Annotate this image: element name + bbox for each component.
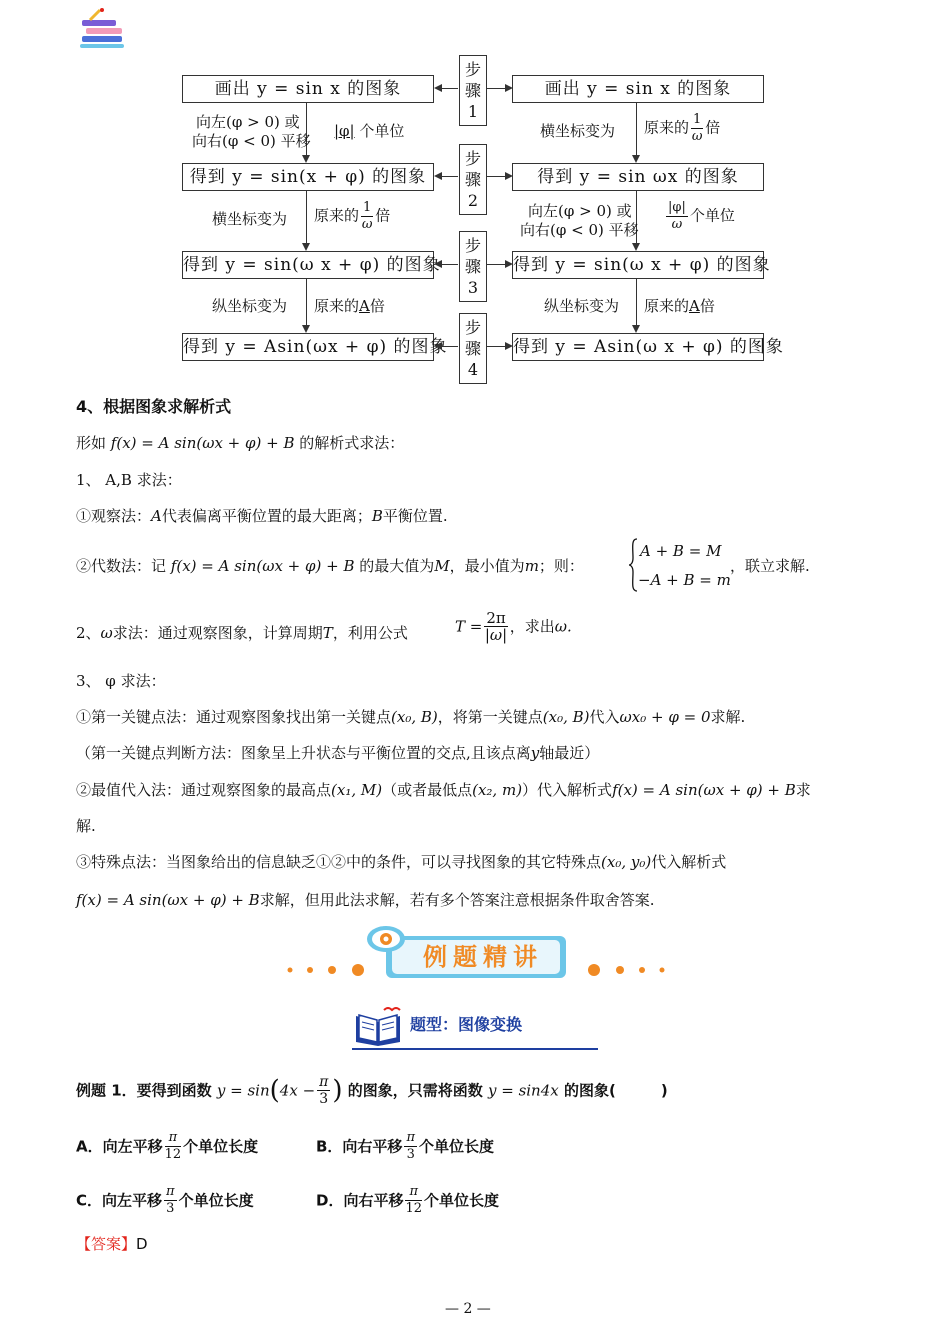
down-arrow-icon bbox=[632, 325, 640, 333]
topic-label: 题型：图像变换 bbox=[410, 1015, 523, 1034]
arrow-line bbox=[440, 264, 458, 265]
arrow-line bbox=[306, 191, 307, 243]
right-t3-scale: 原来的A倍 bbox=[644, 297, 715, 315]
first-key-point-method: ①第一关键点法：通过观察图象找出第一关键点(x₀, B)，将第一关键点(x₀, B)代入ωx₀ + φ = 0求解. bbox=[76, 708, 746, 726]
omega-formula: T = $\frac{2\pi}{|\omega|}$ ，求出ω. bbox=[455, 609, 572, 644]
equation-system-brace bbox=[628, 538, 638, 592]
extreme-value-method-line2: 解. bbox=[76, 817, 96, 835]
example-question: 例题 1．要得到函数 y = sin(4x − $\frac{\pi}{3}$ ) 的图象，只需将函数 y = sin4x 的图象( ) bbox=[76, 1074, 668, 1107]
option-a[interactable]: A．向左平移 $\frac{\pi}{12}$ 个单位长度 bbox=[76, 1130, 259, 1162]
down-arrow-icon bbox=[302, 325, 310, 333]
banner-dots-left bbox=[286, 962, 372, 976]
section-4-intro: 形如 f(x) = A sin(ωx + φ) + B 的解析式求法： bbox=[76, 434, 405, 452]
notebook-icon bbox=[352, 1006, 404, 1048]
arrow-line bbox=[487, 264, 505, 265]
right-arrow-icon bbox=[505, 342, 513, 350]
left-box-1: 画出 y = sin x 的图象 bbox=[182, 75, 434, 103]
banner-title: 例题精讲 bbox=[423, 943, 543, 971]
option-c[interactable]: C．向左平移 $\frac{\pi}{3}$ 个单位长度 bbox=[76, 1184, 254, 1216]
step-box-1: 步 骤 1 bbox=[459, 55, 487, 126]
step-box-2: 步 骤 2 bbox=[459, 144, 487, 215]
arrow-line bbox=[487, 176, 505, 177]
down-arrow-icon bbox=[632, 243, 640, 251]
extreme-value-method: ②最值代入法：通过观察图象的最高点(x₁, M)（或者最低点(x₂, m)）代入解析式f(x) = A sin(ωx + φ) + B求 bbox=[76, 781, 811, 799]
down-arrow-icon bbox=[302, 243, 310, 251]
right-t2-line1: 向左(φ > 0) 或 bbox=[528, 202, 632, 220]
down-arrow-icon bbox=[632, 155, 640, 163]
down-arrow-icon bbox=[302, 155, 310, 163]
right-arrow-icon bbox=[505, 172, 513, 180]
left-t2-scale: 原来的 $\frac{1}{\omega}$ 倍 bbox=[314, 200, 391, 232]
page-number: — 2 — bbox=[445, 1301, 491, 1317]
right-box-2: 得到 y = sin ωx 的图象 bbox=[512, 163, 764, 191]
answer-line bbox=[76, 1233, 148, 1255]
left-arrow-icon bbox=[434, 260, 442, 268]
left-box-2: 得到 y = sin(x + φ) 的图象 bbox=[182, 163, 434, 191]
left-t1-shift: |φ| 个单位 bbox=[334, 122, 405, 140]
section-4-title: 4、根据图象求解析式 bbox=[76, 397, 232, 416]
special-point-method: ③特殊点法：当图象给出的信息缺乏①②中的条件，可以寻找图象的其它特殊点(x₀, y₀)代入解析式 bbox=[76, 853, 727, 871]
arrow-line bbox=[306, 279, 307, 325]
left-arrow-icon bbox=[434, 172, 442, 180]
observation-method: ①观察法：A代表偏离平衡位置的最大距离；B平衡位置. bbox=[76, 507, 448, 525]
arrow-line bbox=[636, 279, 637, 325]
right-arrow-icon bbox=[505, 260, 513, 268]
eye-icon bbox=[366, 924, 406, 954]
ab-method-title: 1、 A,B 求法： bbox=[76, 471, 182, 489]
left-t2-prefix: 横坐标变为 bbox=[212, 210, 288, 228]
left-box-4: 得到 y = Asin(ωx + φ) 的图象 bbox=[182, 333, 434, 361]
right-t2-shift: $\frac{|\varphi|}{\omega}$ 个单位 bbox=[668, 200, 735, 232]
algebra-method-suffix: ，联立求解. bbox=[730, 557, 810, 575]
answer-value: D bbox=[136, 1235, 148, 1253]
right-t2-line2: 向右(φ < 0) 平移 bbox=[520, 221, 639, 239]
left-box-3: 得到 y = sin(ω x + φ) 的图象 bbox=[182, 251, 434, 279]
arrow-line bbox=[440, 176, 458, 177]
step-box-4: 步 骤 4 bbox=[459, 313, 487, 384]
left-t3-prefix: 纵坐标变为 bbox=[212, 297, 288, 315]
right-t3-prefix: 纵坐标变为 bbox=[544, 297, 620, 315]
omega-method: 2、ω求法：通过观察图象，计算周期T，利用公式 bbox=[76, 624, 408, 642]
left-t1-line1: 向左(φ > 0) 或 bbox=[196, 113, 300, 131]
arrow-line bbox=[440, 88, 458, 89]
arrow-line bbox=[487, 88, 505, 89]
left-arrow-icon bbox=[434, 342, 442, 350]
right-box-1: 画出 y = sin x 的图象 bbox=[512, 75, 764, 103]
equation-2: −A + B = m bbox=[638, 571, 731, 589]
left-arrow-icon bbox=[434, 84, 442, 92]
left-t1-line2: 向右(φ < 0) 平移 bbox=[192, 132, 311, 150]
right-arrow-icon bbox=[505, 84, 513, 92]
option-d[interactable]: D．向右平移 $\frac{\pi}{12}$ 个单位长度 bbox=[316, 1184, 500, 1216]
equation-1: A + B = M bbox=[640, 542, 722, 560]
arrow-line bbox=[487, 346, 505, 347]
right-box-3: 得到 y = sin(ω x + φ) 的图象 bbox=[512, 251, 764, 279]
arrow-line bbox=[636, 103, 637, 155]
option-b[interactable]: B．向右平移 $\frac{\pi}{3}$ 个单位长度 bbox=[316, 1130, 494, 1162]
step-box-3: 步 骤 3 bbox=[459, 231, 487, 302]
algebra-method: ②代数法：记 f(x) = A sin(ωx + φ) + B 的最大值为M，最小值为m；则： bbox=[76, 557, 584, 575]
first-key-point-note: （第一关键点判断方法：图象呈上升状态与平衡位置的交点,且该点离y轴最近） bbox=[76, 744, 600, 762]
answer-label: 【答案】 bbox=[76, 1235, 137, 1253]
arrow-line bbox=[440, 346, 458, 347]
phi-method-title: 3、 φ 求法： bbox=[76, 672, 166, 690]
right-t1-scale: 原来的 $\frac{1}{\omega}$ 倍 bbox=[644, 112, 721, 144]
topic-underline bbox=[352, 1048, 598, 1050]
left-t3-scale: 原来的A倍 bbox=[314, 297, 385, 315]
right-t1-prefix: 横坐标变为 bbox=[540, 122, 616, 140]
book-stack-logo-icon bbox=[78, 8, 128, 50]
banner-dots-right bbox=[580, 962, 666, 976]
special-point-method-line2: f(x) = A sin(ωx + φ) + B求解，但用此法求解，若有多个答案注意根据条件取舍答案. bbox=[76, 891, 655, 909]
right-box-4: 得到 y = Asin(ω x + φ) 的图象 bbox=[512, 333, 764, 361]
